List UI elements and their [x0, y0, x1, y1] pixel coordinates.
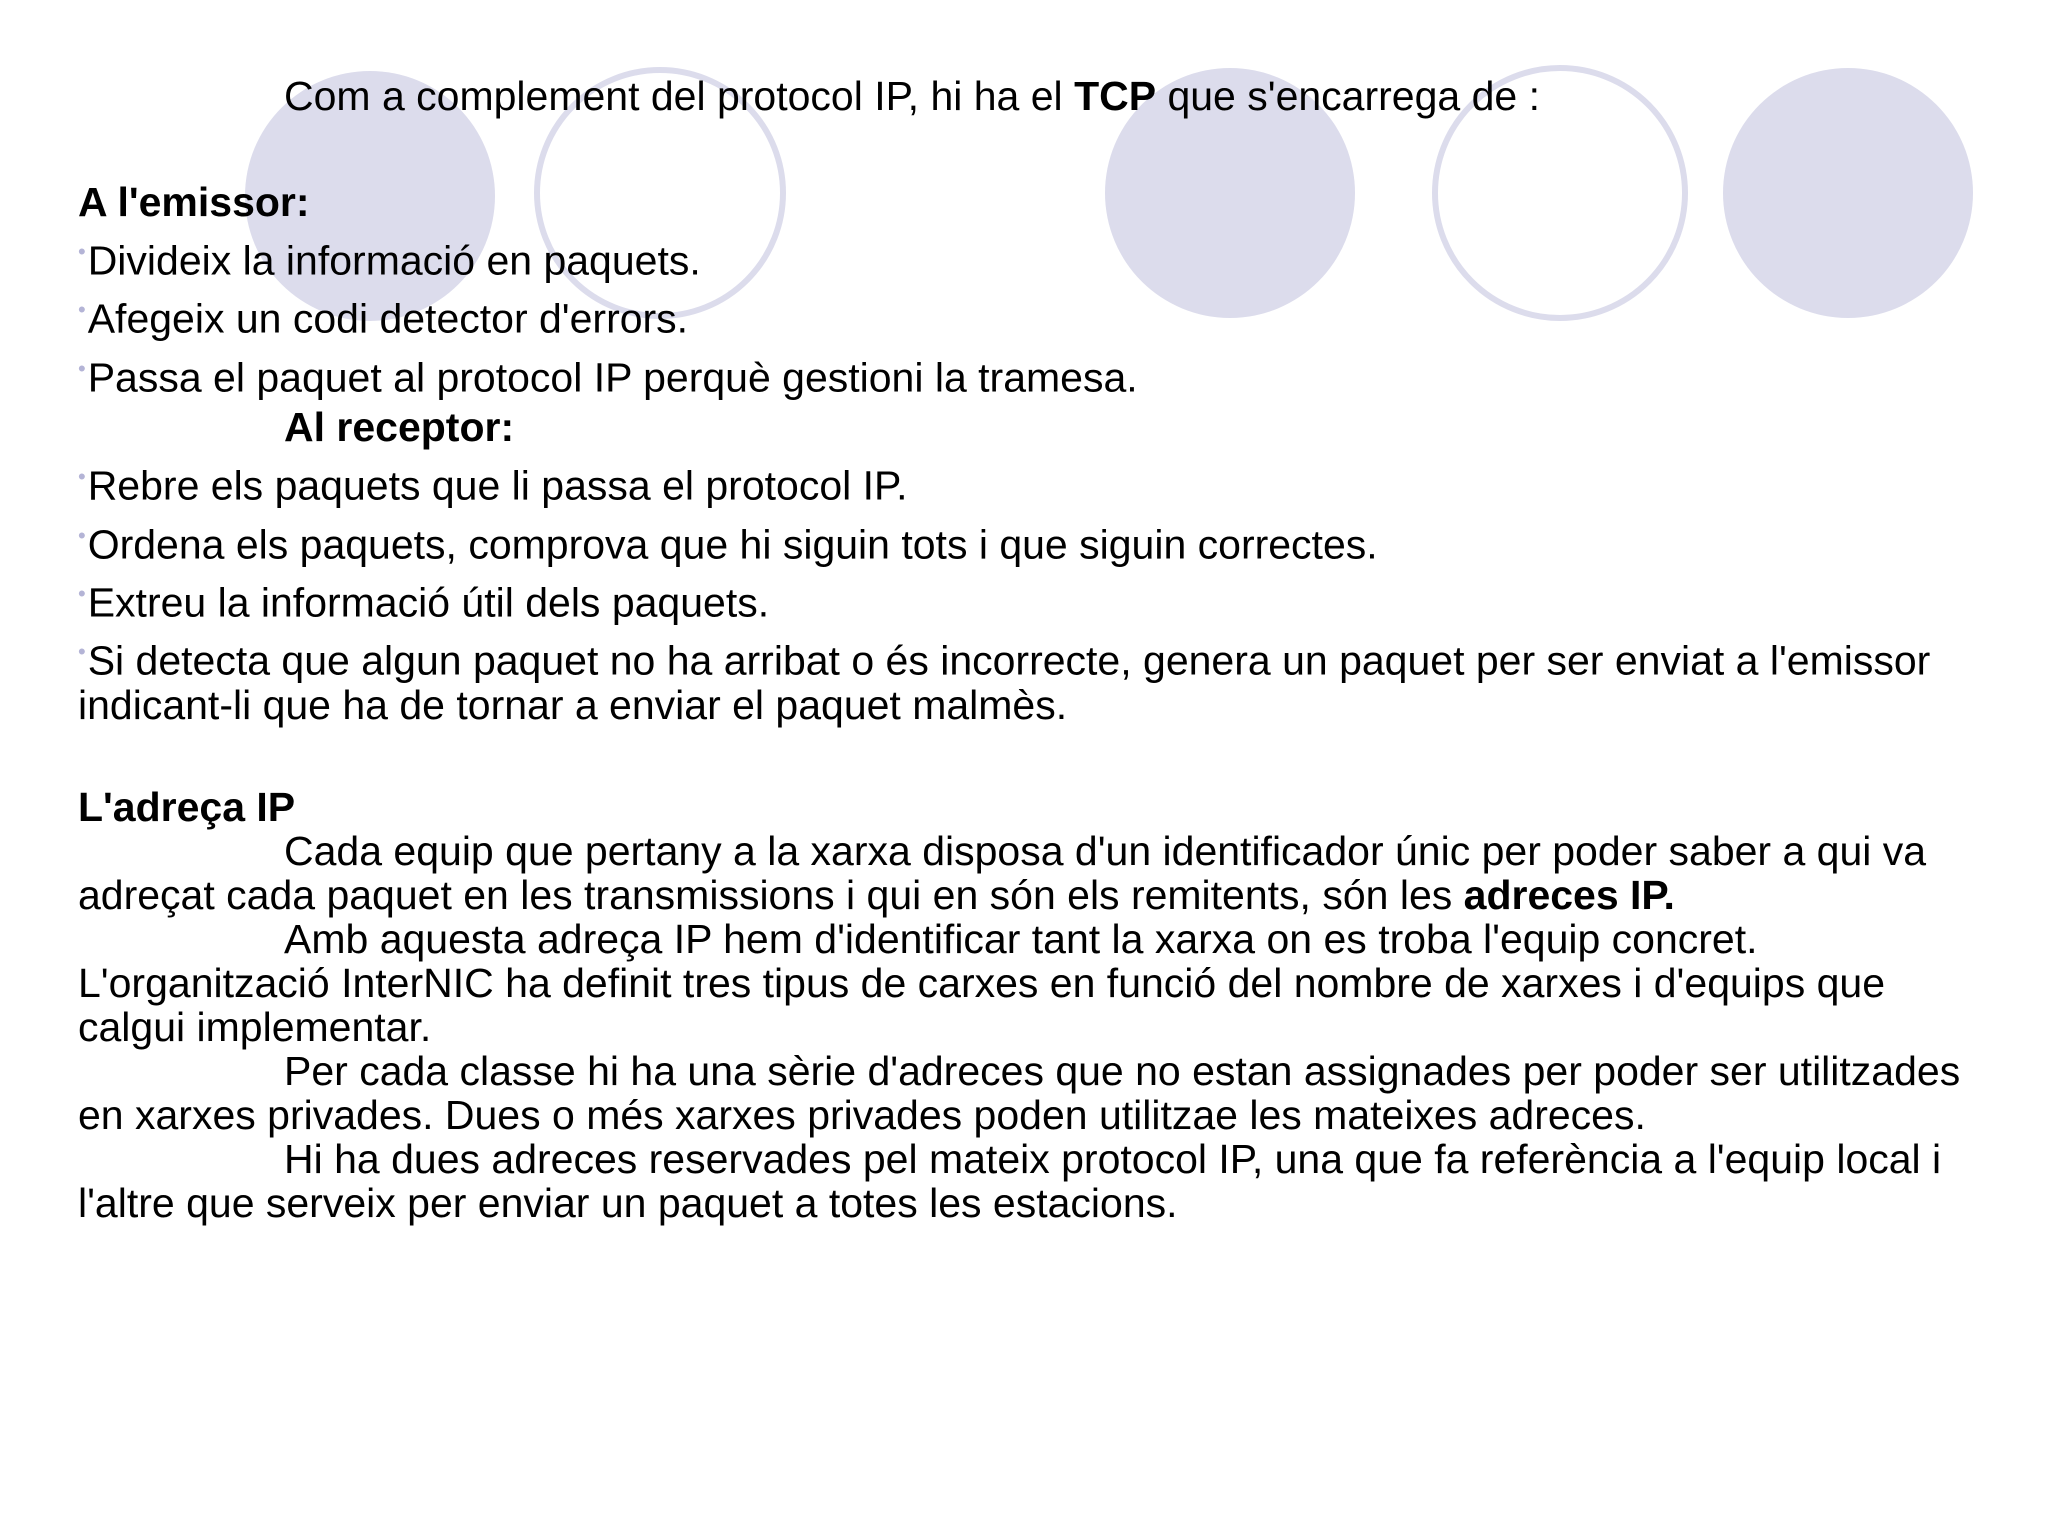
list-item: •Si detecta que algun paquet no ha arribat o és incorrecte, genera un paquet per ser enviat a l'emissor indicant-li que ha de tornar a enviar el paquet malmès.	[78, 637, 1931, 728]
list-item: •Extreu la informació útil dels paquets.	[78, 579, 770, 626]
intro-tcp: TCP	[1074, 73, 1157, 119]
bullet-icon: •	[78, 580, 86, 606]
adreca-paragraph-3: Per cada classe hi ha una sèrie d'adreces que no estan assignades per poder ser utilitzades en xarxes privades. Dues o més xarxes privades poden utilitzae les mateixes adreces.	[78, 1047, 1961, 1138]
adreca-paragraph-2: Amb aquesta adreça IP hem d'identificar tant la xarxa on es troba l'equip concret. L'organització InterNIC ha definit tres tipus de carxes en funció del nombre de xarxes i d'equips que calgui implementar.	[78, 915, 1886, 1050]
intro-line	[78, 74, 1978, 118]
bullet-icon: •	[78, 522, 86, 548]
bullet-icon: •	[78, 355, 86, 381]
list-item: •Passa el paquet al protocol IP perquè gestioni la tramesa.	[78, 354, 1138, 401]
receptor-heading: Al receptor:	[284, 404, 515, 451]
list-item: •Afegeix un codi detector d'errors.	[78, 295, 689, 342]
adreces-ip-term: adreces IP.	[1463, 871, 1675, 918]
adreca-heading: L'adreça IP	[78, 783, 296, 830]
list-item: •Ordena els paquets, comprova que hi siguin tots i que siguin correctes.	[78, 520, 1378, 567]
emissor-heading: A l'emissor:	[78, 179, 310, 225]
bullet-icon: •	[78, 464, 86, 490]
slide-content	[78, 74, 1978, 1225]
list-item: •Rebre els paquets que li passa el protocol IP.	[78, 462, 908, 509]
bullet-icon: •	[78, 639, 86, 665]
bullet-icon: •	[78, 239, 86, 264]
adreca-paragraph-4: Hi ha dues adreces reservades pel mateix protocol IP, una que fa referència a l'equip local i l'altre que serveix per enviar un paquet a totes les estacions.	[78, 1135, 1942, 1226]
list-item: •Divideix la informació en paquets.	[78, 237, 701, 284]
adreca-paragraph-1: Cada equip que pertany a la xarxa disposa d'un identificador únic per poder saber a qui va adreçat cada paquet en les transmissions i qui en són els remitents, són les adreces IP.	[78, 827, 1927, 918]
intro-text: Com a complement del protocol IP, hi ha el	[284, 73, 1075, 119]
intro-text-end: que s'encarrega de :	[1156, 73, 1540, 119]
bullet-icon: •	[78, 297, 86, 323]
